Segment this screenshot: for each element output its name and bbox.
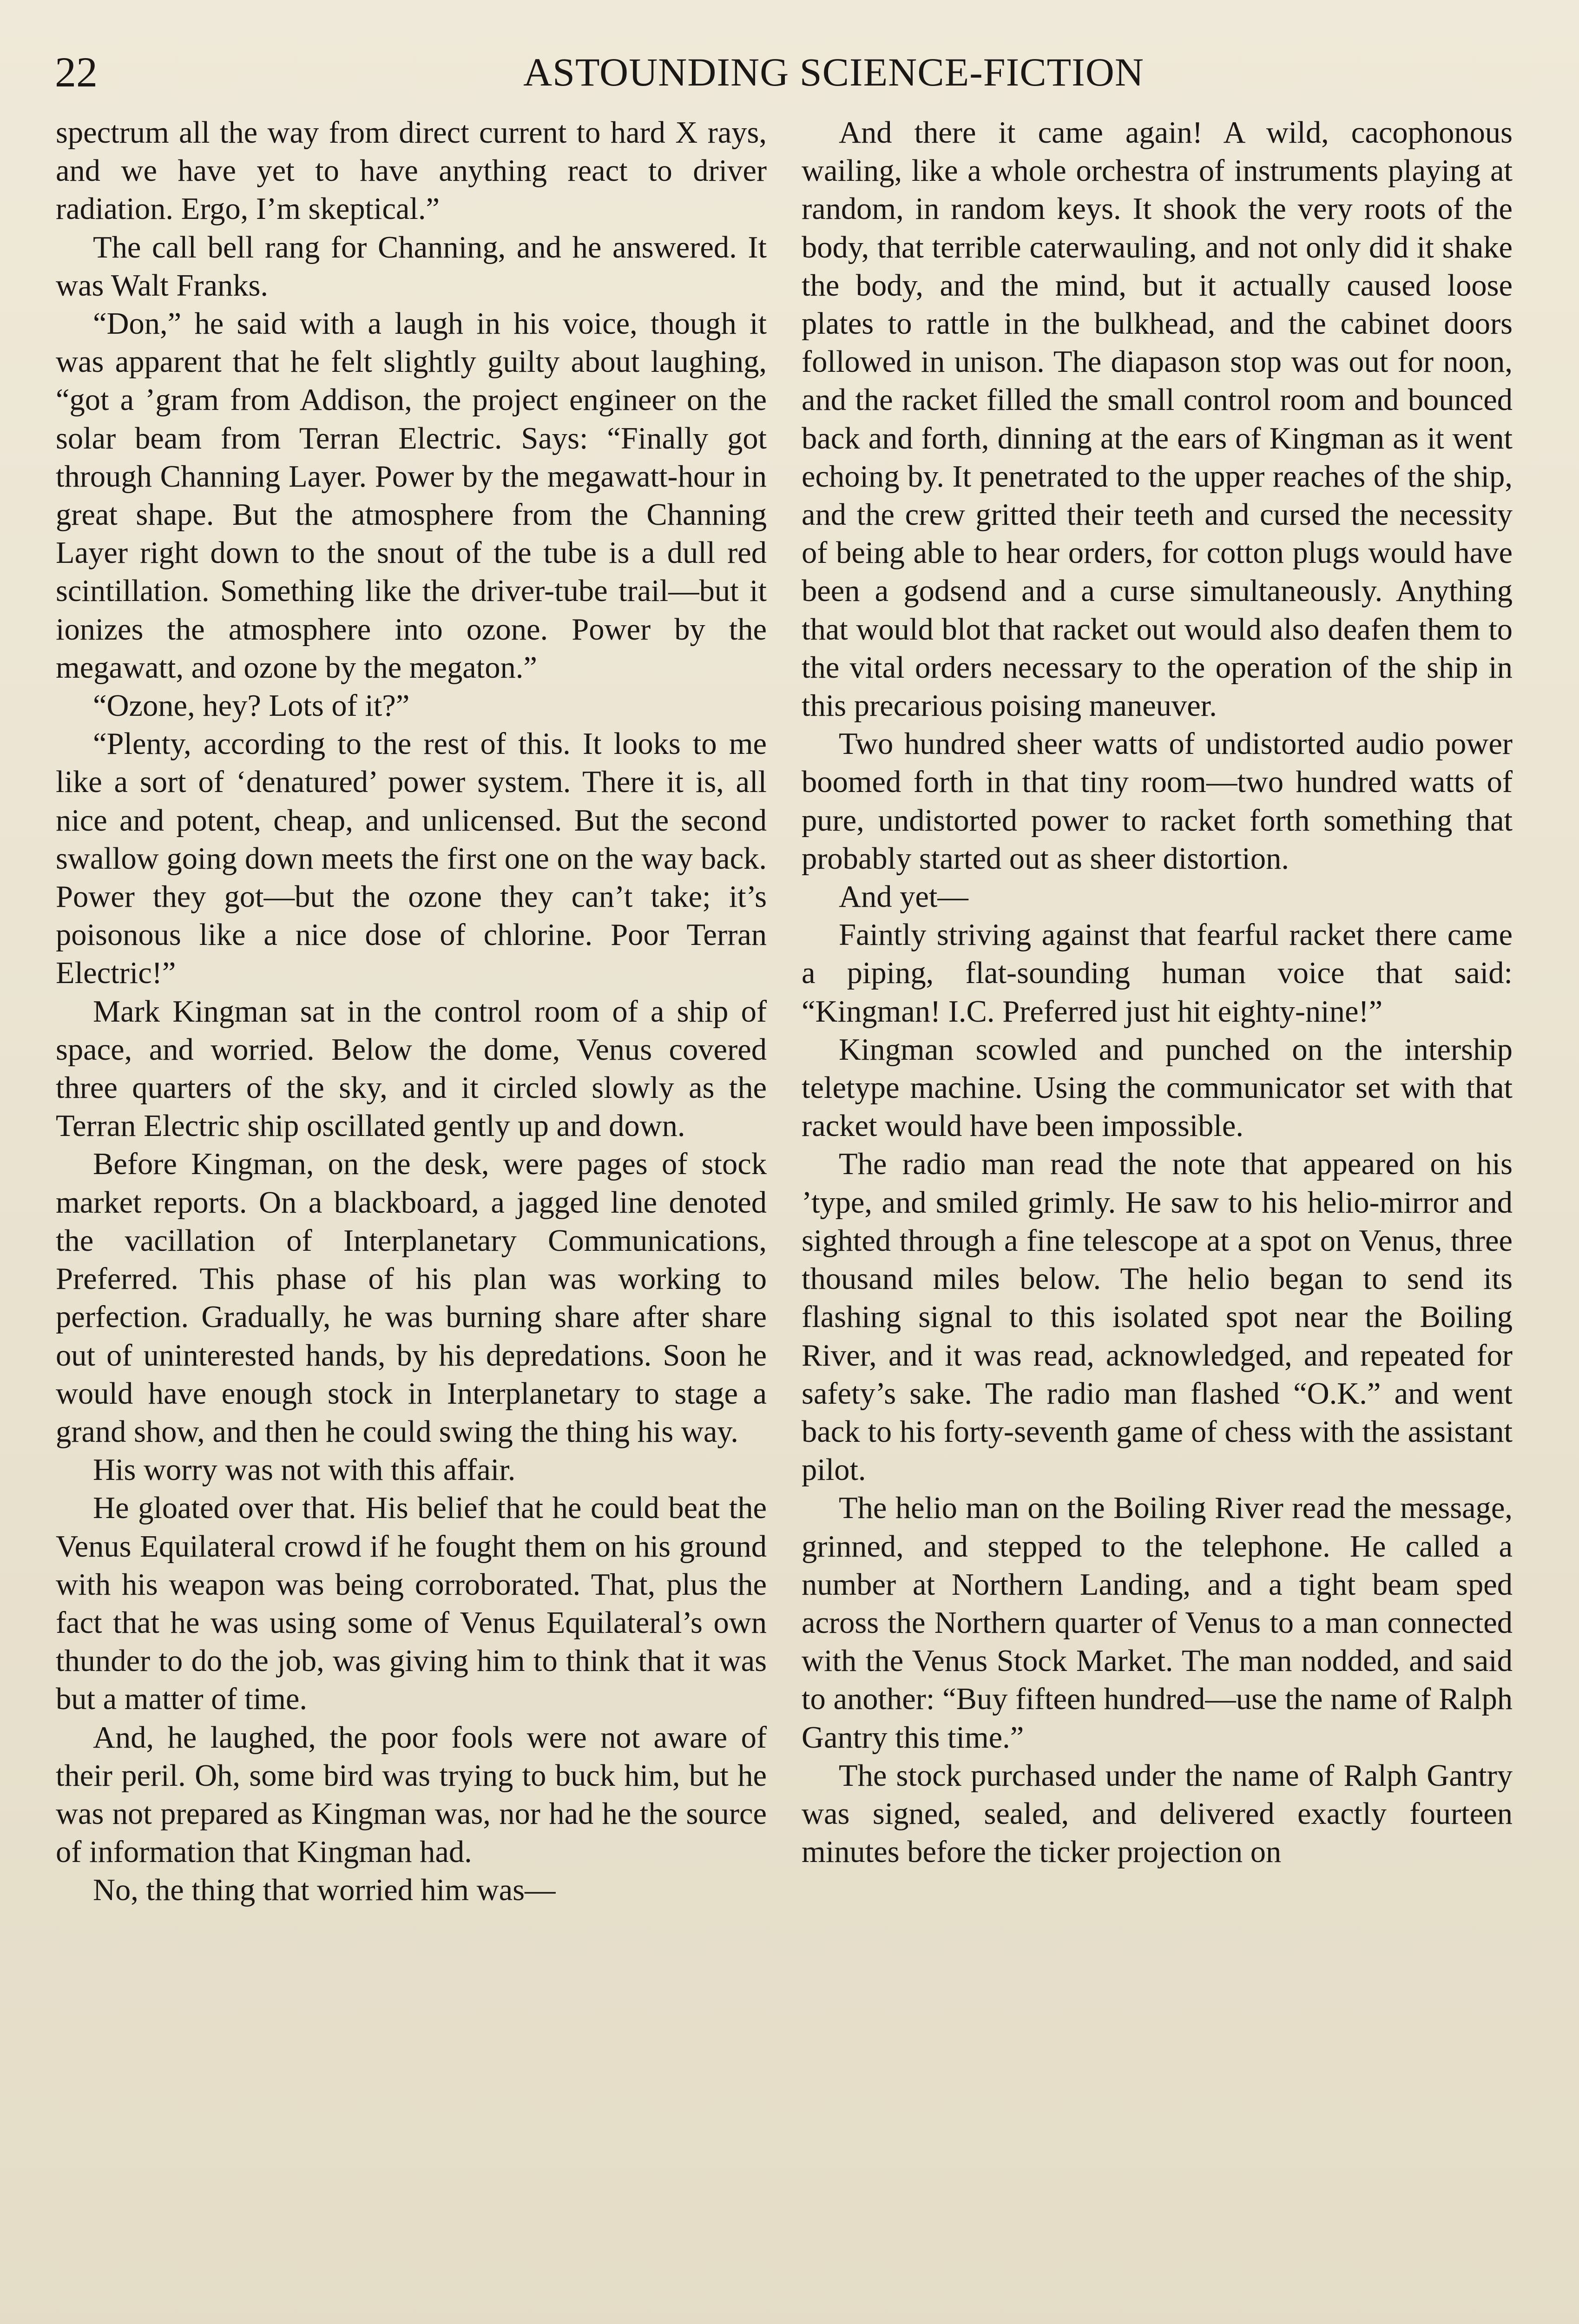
left-column [56, 114, 767, 1910]
right-paragraph-7: The helio man on the Boiling River read the message, grinned, and stepped to the telephone. He called a number at Northern Landing, and a tight beam sped across the Northern quarter of Venus to a man connected with the Venus Stock Market. The man nodded, and said to another: “Buy fifteen hundred—use the name of Ralph Gantry this time.” [802, 1491, 1513, 1755]
left-paragraph-9: He gloated over that. His belief that he could beat the Venus Equilateral crowd if he fought them on his ground with his weapon was being corroborated. That, plus the fact that he was using some of Venus Equilateral’s own thunder to do the job, was giving him to think that it was but a matter of time. [56, 1491, 767, 1717]
page-number: 22 [55, 48, 98, 96]
right-paragraph-8: The stock purchased under the name of Ralph Gantry was signed, sealed, and delivered exactly fourteen minutes before the ticker projection on [802, 1758, 1513, 1869]
left-paragraph-5: “Plenty, according to the rest of this. It looks to me like a sort of ‘denatured’ power system. There it is, all nice and potent, cheap, and unlicensed. But the second swallow going down meets the first one on the way back. Power they got—but the ozone they can’t take; it’s poisonous like a nice dose of chlorine. Poor Terran Electric!” [56, 727, 767, 990]
left-paragraph-8: His worry was not with this affair. [93, 1453, 516, 1487]
left-paragraph-2: The call bell rang for Channing, and he answered. It was Walt Franks. [56, 230, 767, 303]
right-paragraph-5: Kingman scowled and punched on the intership teletype machine. Using the communicator set with that racket would have been impossible. [802, 1032, 1513, 1143]
right-paragraph-4: Faintly striving against that fearful racket there came a piping, flat-sounding human voice that said: “Kingman! I.C. Preferred just hit eighty-nine!” [802, 918, 1513, 1029]
left-paragraph-1: spectrum all the way from direct current to hard X rays, and we have yet to have anything react to driver radiation. Ergo, I’m skeptical.” [56, 116, 767, 226]
right-paragraph-1: And there it came again! A wild, cacophonous wailing, like a whole orchestra of instruments playing at random, in random keys. It shook the very roots of the body, that terrible caterwauling, and not only did it shake the body, and the mind, but it actually caused loose plates to rattle in the bulkhead, and the cabinet doors followed in unison. The diapason stop was out for noon, and the racket filled the small control room and bounced back and forth, dinning at the ears of Kingman as it went echoing by. It penetrated to the upper reaches of the ship, and the crew gritted their teeth and cursed the necessity of being able to hear orders, for cotton plugs would have been a godsend and a curse simultaneously. Anything that would blot that racket out would also deafen them to the vital orders necessary to the operation of the ship in this precarious poising maneuver. [802, 116, 1513, 723]
left-paragraph-10: And, he laughed, the poor fools were not aware of their peril. Oh, some bird was trying to buck him, but he was not prepared as Kingman was, nor had he the source of information that Kingman had. [56, 1720, 767, 1869]
right-column [802, 114, 1513, 1871]
left-paragraph-4: “Ozone, hey? Lots of it?” [93, 689, 410, 723]
running-head [51, 46, 1523, 98]
left-paragraph-11: No, the thing that worried him was— [93, 1873, 556, 1908]
left-paragraph-3: “Don,” he said with a laugh in his voice, though it was apparent that he felt slightly guilty about laughing, “got a ’gram from Addison, the project engineer on the solar beam from Terran Electric. Says: “Finally got through Channing Layer. Power by the megawatt-hour in great shape. But the atmosphere from the Channing Layer right down to the snout of the tube is a dull red scintillation. Something like the driver-tube trail—but it ionizes the atmosphere into ozone. Power by the megawatt, and ozone by the megaton.” [56, 307, 767, 685]
left-paragraph-6: Mark Kingman sat in the control room of a ship of space, and worried. Below the dome, Venus covered three quarters of the sky, and it circled slowly as the Terran Electric ship oscillated gently up and down. [56, 994, 767, 1143]
right-paragraph-3: And yet— [839, 880, 968, 914]
journal-title: ASTOUNDING SCIENCE-FICTION [523, 50, 1144, 94]
left-paragraph-7: Before Kingman, on the desk, were pages of stock market reports. On a blackboard, a jagged line denoted the vacillation of Interplanetary Communications, Preferred. This phase of his plan was working to perfection. Gradually, he was burning share after share out of uninterested hands, by his depredations. Soon he would have enough stock in Interplanetary to stage a grand show, and then he could swing the thing his way. [56, 1147, 767, 1449]
right-paragraph-6: The radio man read the note that appeared on his ’type, and smiled grimly. He saw to his helio-mirror and sighted through a fine telescope at a spot on Venus, three thousand miles below. The helio began to send its flashing signal to this isolated spot near the Boiling River, and it was read, acknowledged, and repeated for safety’s sake. The radio man flashed “O.K.” and went back to his forty-seventh game of chess with the assistant pilot. [802, 1147, 1513, 1487]
right-paragraph-2: Two hundred sheer watts of undistorted audio power boomed forth in that tiny room—two hundred watts of pure, undistorted power to racket forth something that probably started out as sheer distortion. [802, 727, 1513, 876]
